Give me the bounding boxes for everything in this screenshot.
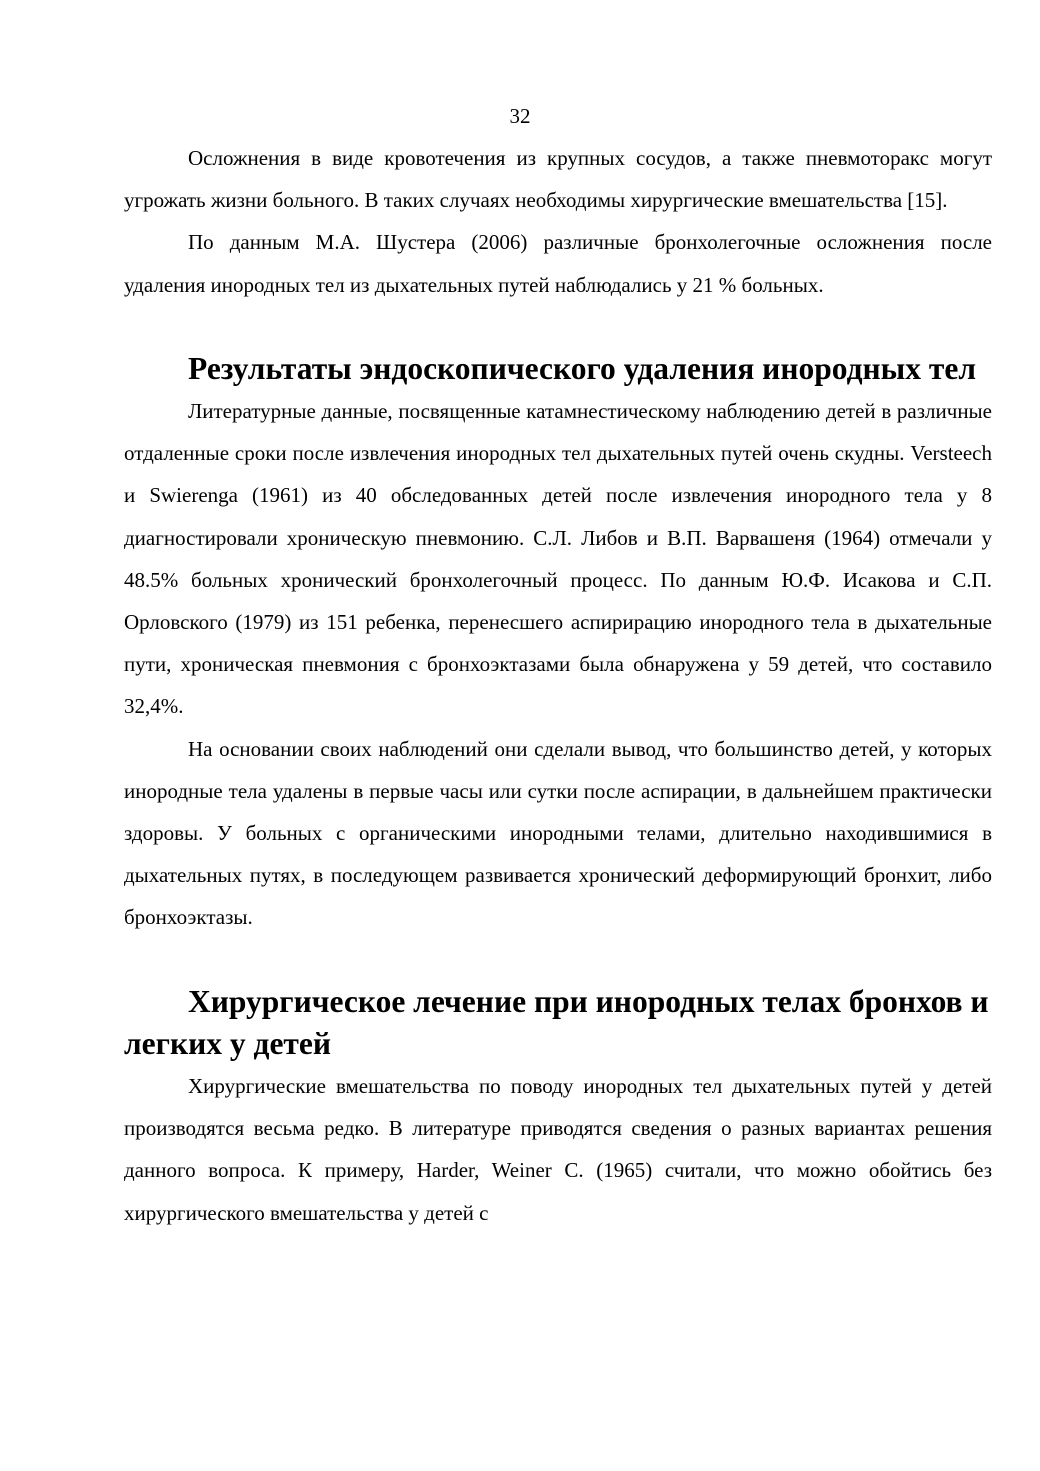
section-heading-surgical-treatment: Хирургическое лечение при инородных телах бронхов и легких у детей xyxy=(124,983,989,1061)
document-body xyxy=(124,137,992,1234)
paragraph-complications: Осложнения в виде кровотечения из крупных сосудов, а также пневмоторакс могут угрожать жизни больного. В таких случаях необходимы хирургические вмешательства [15]. xyxy=(124,146,992,213)
section-spacer xyxy=(124,306,992,348)
paragraph-literature-data: Литературные данные, посвященные катамнестическому наблюдению детей в различные отдаленные сроки после извлечения инородных тел дыхательных путей очень скудны. Versteech и Swierenga (1961) из 40 обследованных детей после извлечения инородного тела у 8 диагностировали хроническую пневмонию. С.Л. Либов и В.П. Варвашеня (1964) отмечали у 48.5% больных хронический бронхолегочный процесс. По данным Ю.Ф. Исакова и С.П. Орловского (1979) из 151 ребенка, перенесшего аспирирацию инородного тела в дыхательные пути, хроническая пневмония с бронхоэктазами была обнаружена у 59 детей, что составило 32,4%. xyxy=(124,399,992,719)
paragraph-shuster-data: По данным М.А. Шустера (2006) различные бронхолегочные осложнения после удаления инородных тел из дыхательных путей наблюдались у 21 % больных. xyxy=(124,230,992,297)
section-heading-endoscopic-results: Результаты эндоскопического удаления инородных тел xyxy=(188,350,977,386)
section-spacer xyxy=(124,939,992,981)
paragraph-surgical-interventions: Хирургические вмешательства по поводу инородных тел дыхательных путей у детей производятся весьма редко. В литературе приводятся сведения о разных вариантах решения данного вопроса. К примеру, Harder, Weiner C. (1965) считали, что можно обойтись без хирургического вмешательства у детей с xyxy=(124,1074,992,1225)
page-number: 32 xyxy=(509,104,531,128)
paragraph-conclusions: На основании своих наблюдений они сделали вывод, что большинство детей, у которых инородные тела удалены в первые часы или сутки после аспирации, в дальнейшем практически здоровы. У больных с органическими инородными телами, длительно находившимися в дыхательных путях, в последующем развивается хронический деформирующий бронхит, либо бронхоэктазы. xyxy=(124,736,992,930)
